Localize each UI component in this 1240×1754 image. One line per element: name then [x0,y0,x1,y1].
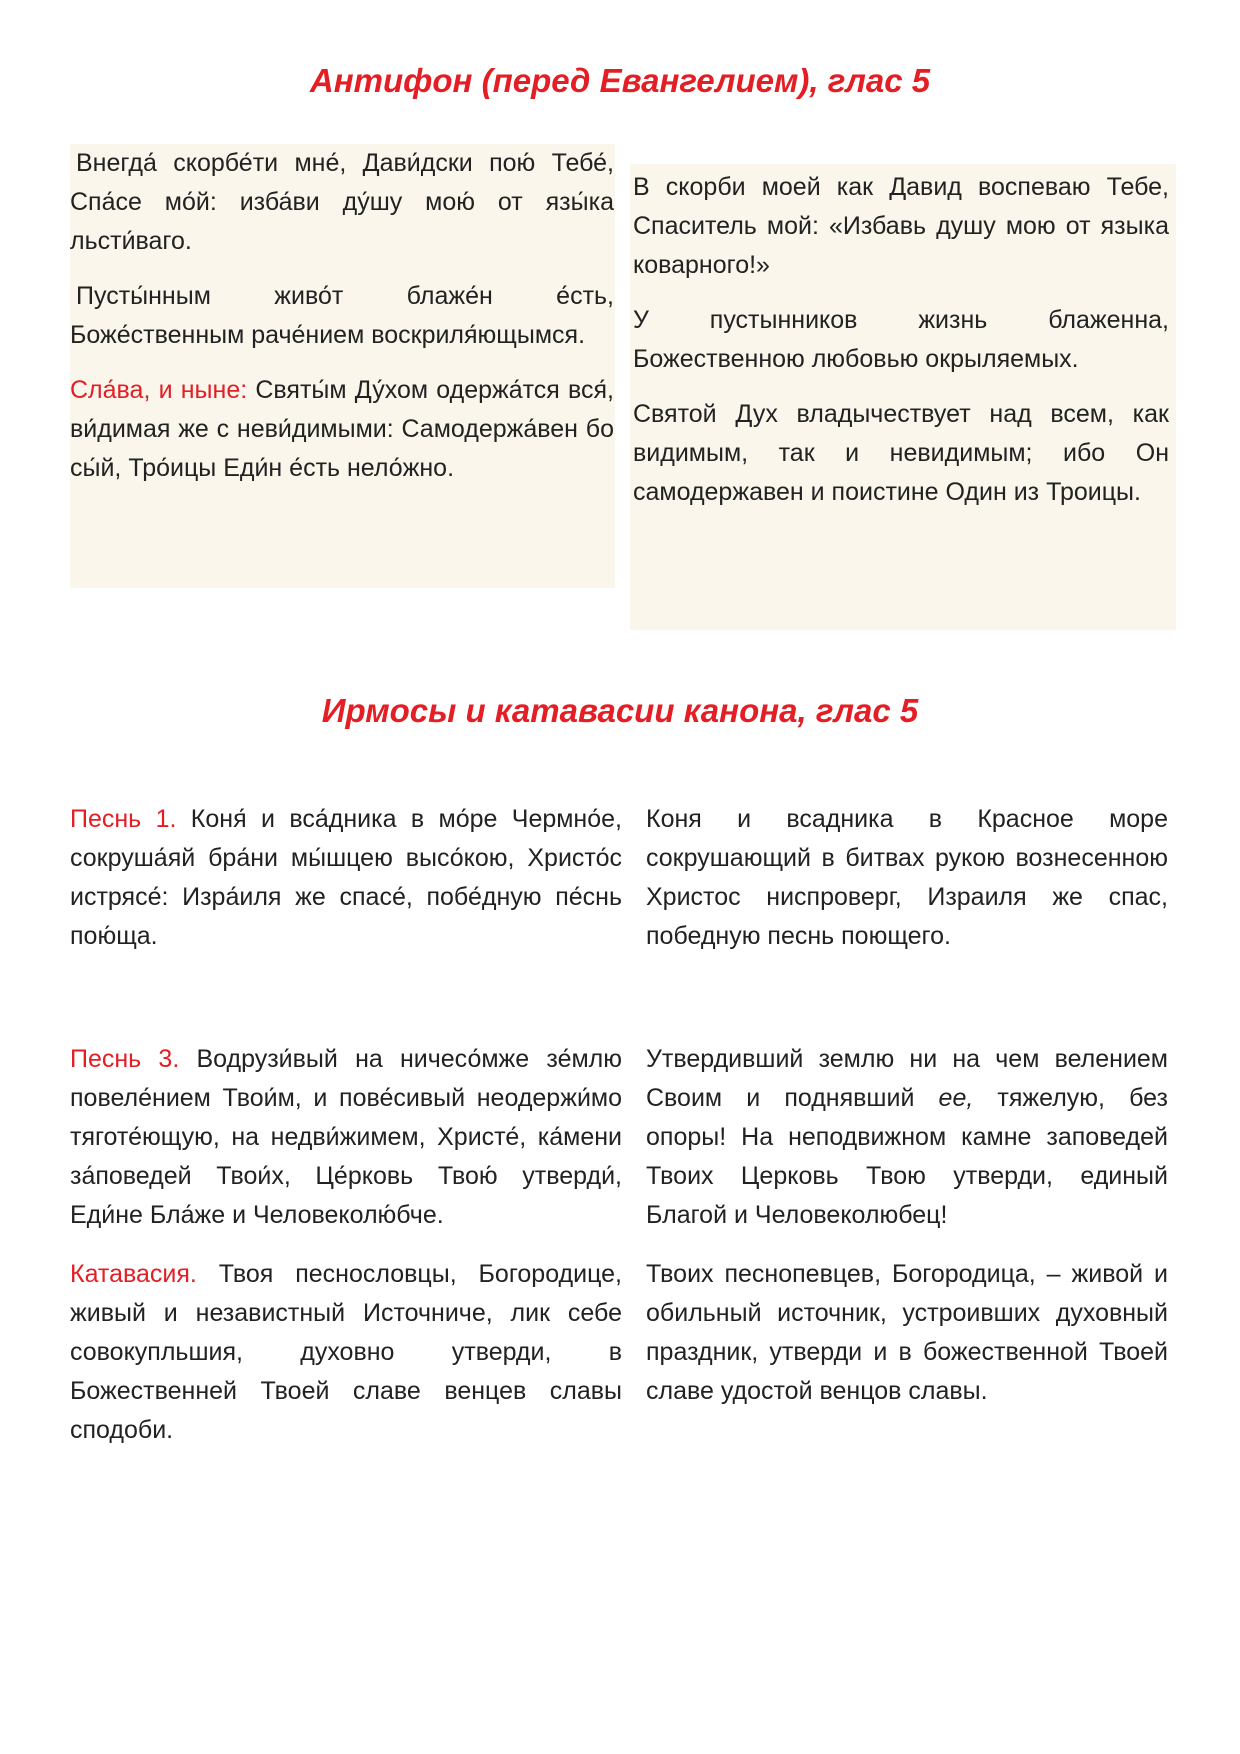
antiphon-translation-3: Святой Дух владычествует над всем, как видимым, так и невидимым; ибо Он самодержавен и поистине Один из Троицы. [633,400,1169,506]
section-title-antiphon: Антифон (перед Евангелием), глас 5 [309,62,931,99]
song-1-rubric: Песнь 1. [70,805,177,833]
antiphon-verse-1: Внегда́ скорбе́ти мне́, Дави́дски пою́ Тебе́, Спа́се мо́й: изба́ви ду́шу мою́ от язы́ка льсти́ваго. [70,149,614,255]
song-3-and-katavasia-russian [646,1040,1168,1431]
song-3-text [70,1040,622,1235]
song-1-russian [646,800,1168,976]
song-3-translation-part-b: тяжелую, без опоры! На неподвижном камне заповедей Твоих Церковь Твою утверди, единый Благой и Человеколюбец! [646,1084,1168,1229]
song-1-body: Коня́ и вса́дника в мо́ре Чермно́е, сокруша́яй бра́ни мы́шцею высо́кою, Христо́с истрясе́: Изра́иля же спасе́, побе́дную пе́снь пою́ща. [70,805,622,950]
song-3-rubric: Песнь 3. [70,1045,180,1073]
song-3-translation [646,1040,1168,1235]
antiphon-verse-3 [70,371,614,488]
katavasia-rubric: Катавасия. [70,1260,197,1288]
song-3-translation-part-a: Утвердивший землю ни на чем велением Своим и поднявший [646,1045,1168,1112]
antiphon-verse-3-text: Святы́м Ду́хом одержа́тся вся́, ви́димая же с неви́димыми: Самодержа́вен бо сы́й, Тро́ицы Еди́н е́сть нело́жно. [70,376,615,482]
glory-rubric: Сла́ва, и ныне: [70,376,248,404]
katavasia-text [70,1255,622,1450]
section-title-irmoi: Ирмосы и катавасии канона, глас 5 [321,692,919,729]
antiphon-verse-2: Пусты́нным живо́т блаже́н е́сть, Боже́ственным раче́нием воскриля́ющымся. [70,282,614,349]
song-3-body: Водрузи́вый на ничесо́мже зе́млю повеле́нием Твои́м, и пове́сивый неодержи́мо тяготе́ющую, на недви́жимем, Христе́, ка́мени за́поведей Твои́х, Це́рковь Твою́ утверди́, Еди́не Бла́же и Человеколю́бче. [70,1045,623,1229]
antiphon-translation-2: У пустынников жизнь блаженна, Божественною любовью окрыляемых. [633,306,1169,373]
song-1-slavonic [70,800,622,976]
antiphon-slavonic-column [70,144,614,504]
antiphon-translation-1: В скорби моей как Давид воспеваю Тебе, Спаситель мой: «Избавь душу мою от языка коварного!» [633,173,1169,279]
song-1-translation: Коня и всадника в Красное море сокрушающий в битвах рукою вознесенною Христос ниспроверг, Израиля же спас, победную песнь поющего. [646,805,1168,950]
song-3-translation-italic: ее, [938,1084,974,1112]
song-3-and-katavasia-slavonic [70,1040,622,1470]
katavasia-body: Твоя песнословцы, Богородице, живый и независтный Источниче, лик себе совокупльшия, духовно утверди, в Божественней Твоей славе венцев славы сподоби. [70,1260,622,1444]
song-1-text [70,800,622,956]
antiphon-russian-column [633,168,1169,528]
katavasia-translation: Твоих песнопевцев, Богородица, – живой и обильный источник, устроивших духовный праздник, утверди и в божественной Твоей славе удостой венцов славы. [646,1260,1168,1405]
